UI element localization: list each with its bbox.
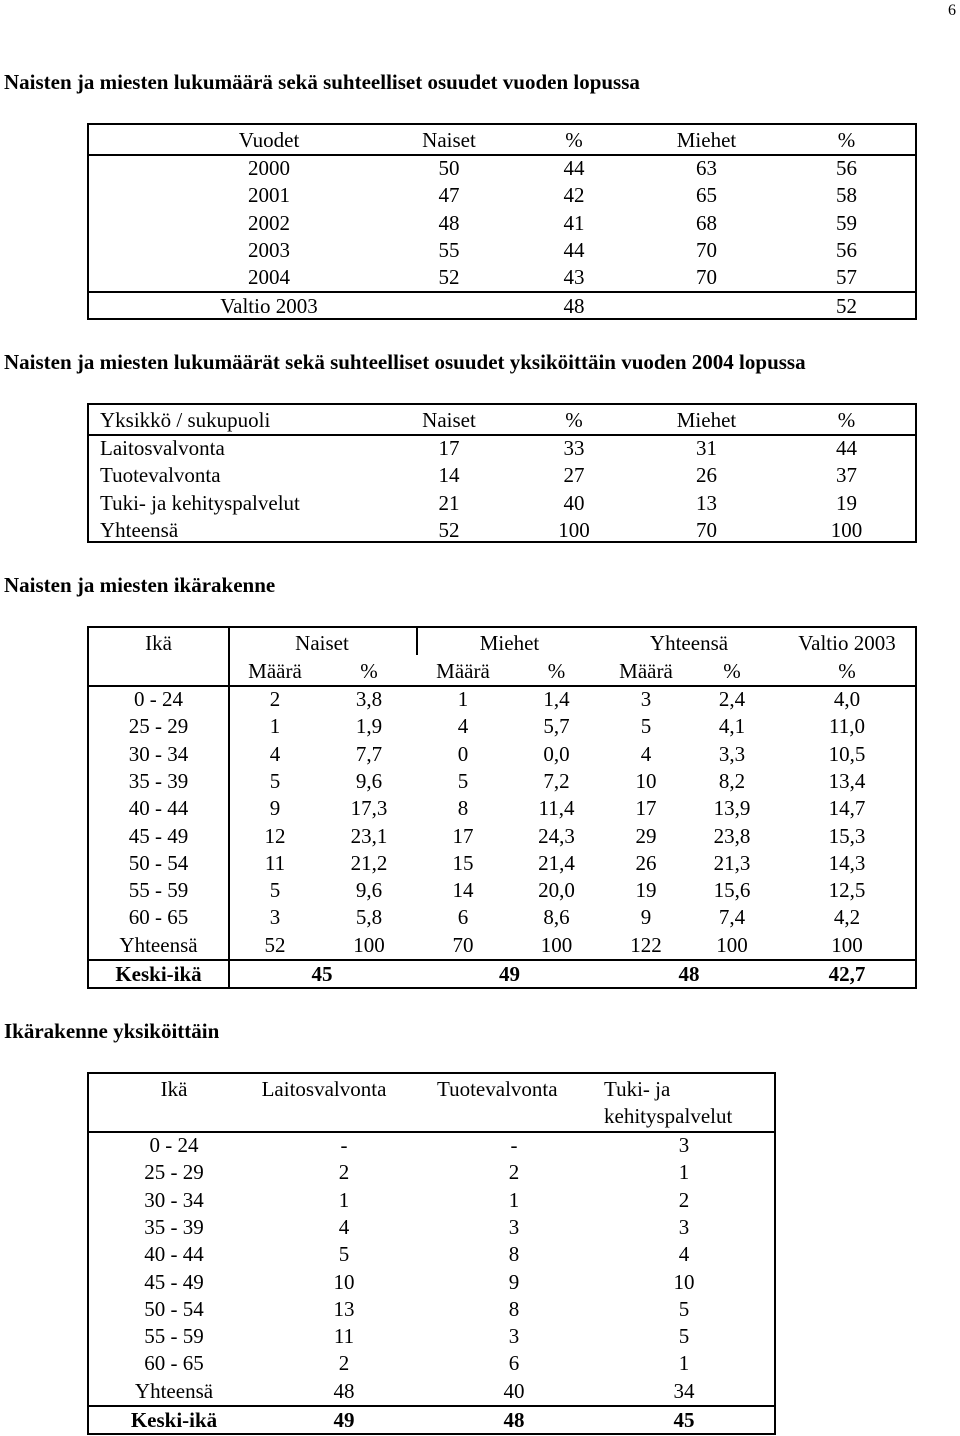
table-row (89, 462, 915, 489)
table-cell: 40 (563, 490, 585, 515)
table-cell: 11,0 (829, 714, 865, 739)
table-cell: 5,7 (543, 714, 570, 739)
column-header: Naiset (295, 631, 349, 655)
table-cell: 9 (640, 905, 652, 930)
table-row (89, 1269, 774, 1296)
table-cell: 13 (333, 1296, 355, 1321)
row-label: 40 - 44 (144, 1242, 204, 1267)
table-cell: 3 (678, 1133, 690, 1157)
column-header: Tuotevalvonta (437, 1077, 558, 1101)
column-header: Tuki- ja (604, 1077, 671, 1101)
column-header: Naiset (422, 408, 476, 432)
table-cell: 33 (563, 436, 585, 460)
table-cell: 9,6 (355, 878, 383, 903)
table-cell: 8,2 (718, 768, 746, 793)
table-row (89, 182, 915, 209)
table-cell: 7,4 (718, 905, 746, 930)
table-subheader-row (89, 658, 915, 685)
table-cell: 24,3 (538, 823, 575, 848)
column-subheader: Määrä (248, 659, 302, 683)
row-label: 2004 (248, 265, 290, 290)
table-cell: 6 (457, 905, 469, 930)
table-cell: 14,7 (828, 796, 866, 821)
column-header: Ikä (145, 631, 172, 655)
table-cell: 2,4 (718, 687, 746, 711)
table-cell: 56 (836, 237, 857, 262)
table-cell: 31 (696, 436, 717, 460)
row-label: Tuotevalvonta (100, 463, 221, 488)
table-cell: 10 (333, 1269, 355, 1294)
table-cell: 21 (438, 490, 460, 515)
row-label: Valtio 2003 (220, 294, 318, 318)
table-cell: 68 (696, 210, 717, 235)
row-label: 60 - 65 (128, 905, 189, 930)
table-header-row (89, 407, 915, 434)
section2-heading: Naisten ja miesten lukumäärät sekä suhteelliset osuudet yksiköittäin vuoden 2004 lopussa (4, 350, 806, 374)
row-label: 2001 (248, 183, 290, 208)
row-label: 25 - 29 (128, 714, 189, 739)
table-cell: 7,7 (355, 741, 383, 766)
table-row (89, 823, 915, 850)
table-row (89, 1214, 774, 1241)
table-cell: 34 (673, 1378, 695, 1403)
table-cell: 100 (558, 517, 590, 542)
table-cell: 17 (452, 823, 474, 848)
row-label: 30 - 34 (144, 1187, 204, 1212)
table-cell: 52 (264, 932, 286, 957)
table-cell: 4 (678, 1242, 690, 1267)
table-cell: 2 (338, 1351, 350, 1376)
column-header: Ikä (160, 1077, 188, 1101)
table-header-row (89, 630, 915, 657)
table-cell: 5 (338, 1242, 350, 1267)
table-cell: 0 (457, 741, 469, 766)
table-cell: 15,6 (713, 878, 751, 903)
table-cell: 0,0 (543, 741, 570, 766)
column-header: Laitosvalvonta (261, 1077, 387, 1101)
table-header-row (89, 1076, 774, 1103)
row-label: 50 - 54 (144, 1296, 204, 1321)
table-cell: 37 (836, 463, 857, 488)
table-row (89, 1378, 774, 1405)
table-cell: 4,2 (833, 905, 861, 930)
table-cell: 2 (269, 687, 281, 711)
table-cell: 48 (678, 962, 700, 986)
table-cell: 21,3 (713, 850, 751, 875)
table-cell: 44 (836, 436, 857, 460)
table-cell: 5 (269, 768, 281, 793)
table-cell: 11 (264, 850, 286, 875)
table-row (89, 713, 915, 740)
row-label: 2000 (248, 156, 290, 180)
row-label: Keski-ikä (115, 962, 202, 986)
row-label: 45 - 49 (128, 823, 189, 848)
table-cell: 6 (508, 1351, 520, 1376)
table-cell: 1 (508, 1187, 520, 1212)
table-cell: 3 (508, 1214, 520, 1239)
table-cell: 4 (338, 1214, 350, 1239)
table-cell: 52 (836, 294, 857, 318)
table-cell: 12 (264, 823, 286, 848)
row-label: Yhteensä (100, 517, 179, 542)
table-cell: 59 (836, 210, 857, 235)
table-cell: 5 (678, 1296, 690, 1321)
row-label: 35 - 39 (128, 768, 189, 793)
row-label: Keski-ikä (130, 1408, 218, 1432)
table-cell: 70 (452, 932, 474, 957)
table-cell: 122 (630, 932, 662, 957)
table-row (89, 1132, 774, 1159)
section4-heading: Ikärakenne yksiköittäin (4, 1019, 220, 1043)
table-cell: 1,9 (355, 714, 383, 739)
table-row (89, 741, 915, 768)
unit-age-table (87, 1072, 776, 1435)
yearly-gender-table (87, 123, 917, 320)
table-cell: 70 (696, 265, 717, 290)
table-cell: 23,8 (713, 823, 751, 848)
table-cell: 57 (836, 265, 857, 290)
average-age-row (89, 961, 915, 988)
row-label: Yhteensä (119, 932, 198, 957)
column-header: Miehet (676, 408, 737, 432)
table-row (89, 210, 915, 237)
table-cell: 2 (678, 1187, 690, 1212)
table-cell: 4 (640, 741, 652, 766)
row-label: Laitosvalvonta (100, 436, 225, 460)
table-cell: 15 (452, 850, 474, 875)
table-row (89, 1241, 774, 1268)
table-cell: 50 (438, 156, 460, 180)
table-cell: 19 (836, 490, 857, 515)
table-header-row-2 (89, 1103, 774, 1130)
column-header: Yhteensä (649, 631, 729, 655)
page-number: 6 (948, 2, 956, 19)
table-row (89, 1159, 774, 1186)
table-cell: 5 (269, 878, 281, 903)
table-cell: 5 (457, 768, 469, 793)
table-row (89, 264, 915, 291)
table-cell: 9 (508, 1269, 520, 1294)
table-cell: 49 (333, 1408, 355, 1432)
table-cell: - (510, 1133, 518, 1157)
column-header: Naiset (422, 128, 476, 152)
table-cell: 45 (673, 1408, 695, 1432)
table-row (89, 490, 915, 517)
table-cell: 29 (635, 823, 657, 848)
row-label: 45 - 49 (144, 1269, 204, 1294)
table-cell: 5,8 (355, 905, 383, 930)
row-label: 2003 (248, 237, 290, 262)
column-subheader: Määrä (436, 659, 490, 683)
column-subheader: Määrä (619, 659, 673, 683)
row-label: Tuki- ja kehityspalvelut (100, 490, 300, 515)
table-cell: 3 (269, 905, 281, 930)
table-row (89, 155, 915, 182)
table-row (89, 932, 915, 959)
table-cell: 8,6 (543, 905, 570, 930)
table-cell: 100 (353, 932, 385, 957)
table-cell: 23,1 (350, 823, 388, 848)
table-cell: 4 (269, 741, 281, 766)
table-cell: 15,3 (828, 823, 866, 848)
table-cell: 10 (635, 768, 657, 793)
table-cell: 4 (457, 714, 469, 739)
table-cell: 63 (696, 156, 717, 180)
table-cell: 1 (338, 1187, 350, 1212)
table-row (89, 795, 915, 822)
column-subheader: % (723, 659, 741, 683)
table-cell: 45 (311, 962, 333, 986)
column-subheader: % (547, 659, 566, 683)
row-label: 25 - 29 (144, 1160, 204, 1185)
table-cell: 13 (696, 490, 717, 515)
row-label: 0 - 24 (134, 687, 183, 711)
section1-heading: Naisten ja miesten lukumäärä sekä suhteelliset osuudet vuoden lopussa (4, 70, 640, 94)
column-header: Miehet (676, 128, 737, 152)
table-cell: 1 (269, 714, 281, 739)
table-row (89, 435, 915, 462)
table-cell: 17,3 (350, 796, 388, 821)
table-cell: 3 (640, 687, 652, 711)
table-cell: 52 (438, 265, 460, 290)
table-cell: 52 (438, 517, 460, 542)
table-cell: 13,4 (828, 768, 866, 793)
table-cell: 5 (678, 1324, 690, 1349)
section3-heading: Naisten ja miesten ikärakenne (4, 573, 276, 597)
table-row (89, 293, 915, 320)
table-cell: 1 (457, 687, 469, 711)
row-label: 55 - 59 (144, 1324, 204, 1349)
table-cell: 100 (830, 517, 863, 542)
table-cell: 19 (635, 878, 657, 903)
table-row (89, 517, 915, 544)
table-cell: 3 (678, 1214, 690, 1239)
table-cell: 100 (540, 932, 573, 957)
age-structure-table (87, 626, 917, 989)
table-cell: 42,7 (828, 962, 866, 986)
table-cell: 40 (503, 1378, 525, 1403)
table-cell: 11 (333, 1324, 355, 1349)
column-header: Vuodet (238, 128, 300, 152)
row-label: 2002 (248, 210, 290, 235)
row-label: 35 - 39 (144, 1214, 204, 1239)
table-cell: 49 (499, 962, 520, 986)
table-row (89, 850, 915, 877)
table-cell: 17 (635, 796, 657, 821)
table-cell: 1 (678, 1160, 690, 1185)
table-row (89, 877, 915, 904)
table-cell: 1,4 (543, 687, 570, 711)
table-cell: 21,4 (538, 850, 575, 875)
table-cell: 10,5 (828, 741, 866, 766)
table-cell: 8 (457, 796, 469, 821)
column-header: % (565, 408, 583, 432)
table-cell: 8 (508, 1296, 520, 1321)
row-label: Yhteensä (134, 1378, 214, 1403)
table-cell: 48 (503, 1408, 525, 1432)
table-cell: 13,9 (713, 796, 751, 821)
column-header: % (837, 408, 856, 432)
table-cell: 4,0 (833, 687, 861, 711)
column-header: % (837, 128, 856, 152)
table-cell: 44 (563, 237, 585, 262)
table-cell: 2 (508, 1160, 520, 1185)
table-cell: 2 (338, 1160, 350, 1185)
table-cell: 14,3 (828, 850, 866, 875)
table-row (89, 686, 915, 713)
table-cell: 14 (452, 878, 474, 903)
table-cell: 55 (438, 237, 460, 262)
table-cell: 70 (696, 237, 717, 262)
table-cell: 3 (508, 1324, 520, 1349)
table-cell: 26 (635, 850, 657, 875)
table-cell: 47 (438, 183, 460, 208)
table-cell: 41 (563, 210, 585, 235)
table-cell: 3,3 (718, 741, 746, 766)
column-header: Valtio 2003 (798, 631, 896, 655)
table-row (89, 1323, 774, 1350)
unit-gender-table (87, 403, 917, 543)
column-subheader: % (838, 659, 856, 683)
table-cell: 65 (696, 183, 717, 208)
column-header: Yksikkö / sukupuoli (100, 408, 271, 432)
table-cell: 56 (836, 156, 857, 180)
table-cell: 17 (438, 436, 460, 460)
table-row (89, 1296, 774, 1323)
table-cell: 20,0 (538, 878, 575, 903)
table-cell: 8 (508, 1242, 520, 1267)
table-header-row (89, 127, 915, 154)
average-age-row (89, 1407, 774, 1434)
table-cell: 26 (696, 463, 717, 488)
table-cell: 58 (836, 183, 857, 208)
table-cell: 14 (438, 463, 460, 488)
table-row (89, 768, 915, 795)
table-cell: 7,2 (543, 768, 570, 793)
row-label: 50 - 54 (128, 850, 189, 875)
table-row (89, 237, 915, 264)
table-cell: 27 (563, 463, 585, 488)
table-cell: 10 (673, 1269, 695, 1294)
table-cell: 1 (678, 1351, 690, 1376)
table-row (89, 904, 915, 931)
table-cell: 9 (269, 796, 281, 821)
row-label: 0 - 24 (149, 1133, 199, 1157)
table-cell: 21,2 (350, 850, 388, 875)
table-cell: 12,5 (828, 878, 866, 903)
table-cell: 44 (563, 156, 585, 180)
column-subheader: % (360, 659, 378, 683)
row-label: 60 - 65 (144, 1351, 204, 1376)
column-header: kehityspalvelut (604, 1104, 733, 1128)
table-cell: 48 (563, 294, 585, 318)
row-label: 30 - 34 (128, 741, 189, 766)
table-cell: 11,4 (538, 796, 575, 821)
column-header: Miehet (479, 631, 540, 655)
row-label: 40 - 44 (128, 796, 189, 821)
table-cell: 48 (333, 1378, 355, 1403)
table-cell: 9,6 (355, 768, 383, 793)
table-cell: - (340, 1133, 348, 1157)
row-label: 55 - 59 (128, 878, 189, 903)
table-cell: 5 (640, 714, 652, 739)
table-row (89, 1350, 774, 1377)
table-cell: 48 (438, 210, 460, 235)
table-cell: 43 (563, 265, 585, 290)
table-row (89, 1187, 774, 1214)
table-cell: 42 (563, 183, 585, 208)
table-cell: 3,8 (355, 687, 383, 711)
table-cell: 4,1 (718, 714, 746, 739)
table-cell: 70 (696, 517, 717, 542)
table-cell: 100 (831, 932, 863, 957)
column-header: % (565, 128, 583, 152)
table-cell: 100 (716, 932, 748, 957)
